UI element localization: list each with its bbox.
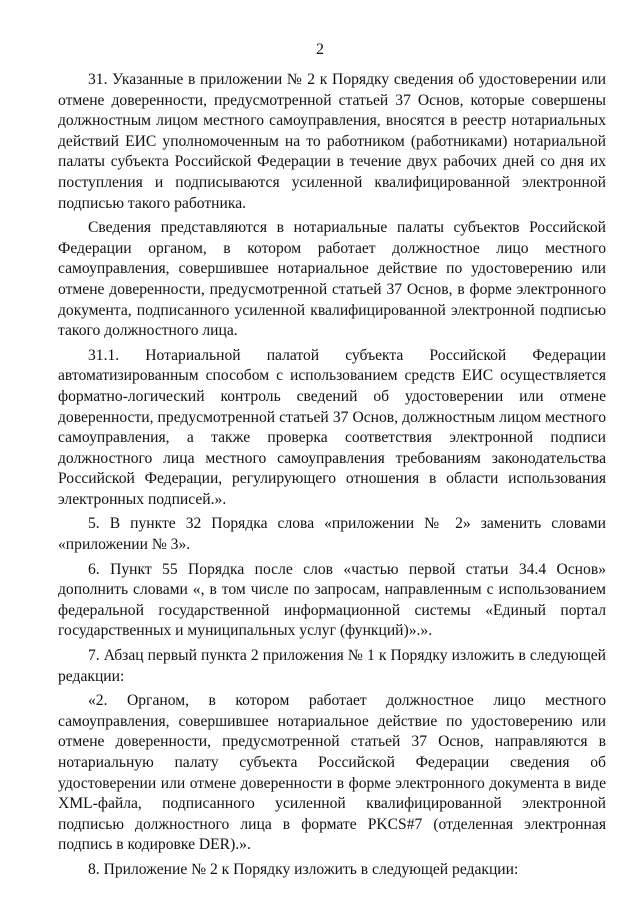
- paragraph-item-7: 7. Абзац первый пункта 2 приложения № 1 к Порядку изложить в следующей редакции:: [58, 647, 606, 685]
- paragraph-submission: Сведения представляются в нотариальные палаты субъектов Российской Федерации органом, в котором работает должностное лицо местного самоуправления, совершившее нотариальное действие по удостоверению или отмене доверенности, предусмотренной статьей 37 Основ, в форме электронного документа, подписанного усиленной квалифицированной электронной подписью такого должностного лица.: [58, 219, 606, 340]
- paragraph-quoted-2: «2. Органом, в котором работает должностное лицо местного самоуправления, совершившее нотариальное действие по удостоверению или отмене доверенности, предусмотренной статьей 37 Основ, направляются в нотариальную палату субъекта Российской Федерации сведения об удостоверении или отмене доверенности в форме электронного документа в виде XML-файла, подписанного усиленной квалифицированной электронной подписью должностного лица в формате PKCS#7 (отделенная электронная подпись в кодировке DER).».: [58, 692, 606, 854]
- paragraph-item-5: 5. В пункте 32 Порядка слова «приложении № 2» заменить словами «приложении № 3».: [58, 515, 606, 554]
- paragraph-31-1: 31.1. Нотариальной палатой субъекта Российской Федерации автоматизированным способом с использованием средств ЕИС осуществляется форматно-логический контроль сведений об удостоверении или отмене доверенности, предусмотренной статьей 37 Основ, должностным лицом местного самоуправления, а также проверка соответствия электронной подписи должностного лица местного самоуправления требованиям законодательства Российской Федерации, регулирующего отношения в области использования электронных подписей.».: [58, 346, 606, 508]
- paragraph-item-6: 6. Пункт 55 Порядка после слов «частью первой статьи 34.4 Основ» дополнить словами «, в том числе по запросам, направленным с использованием федеральной государственной информационной системы «Единый портал государственных и муниципальных услуг (функций)».».: [58, 560, 606, 640]
- page-number: 2: [316, 41, 324, 58]
- document-body: [58, 70, 606, 885]
- paragraph-item-8: 8. Приложение № 2 к Порядку изложить в следующей редакции:: [88, 860, 519, 878]
- paragraph-31: 31. Указанные в приложении № 2 к Порядку сведения об удостоверении или отмене доверенности, предусмотренной статьей 37 Основ, которые совершены должностным лицом местного самоуправления, вносятся в реестр нотариальных действий ЕИС уполномоченным на то работником (работниками) нотариальной палаты субъекта Российской Федерации в течение двух рабочих дней со дня их поступления и подписываются усиленной квалифицированной электронной подписью такого работника.: [58, 71, 606, 212]
